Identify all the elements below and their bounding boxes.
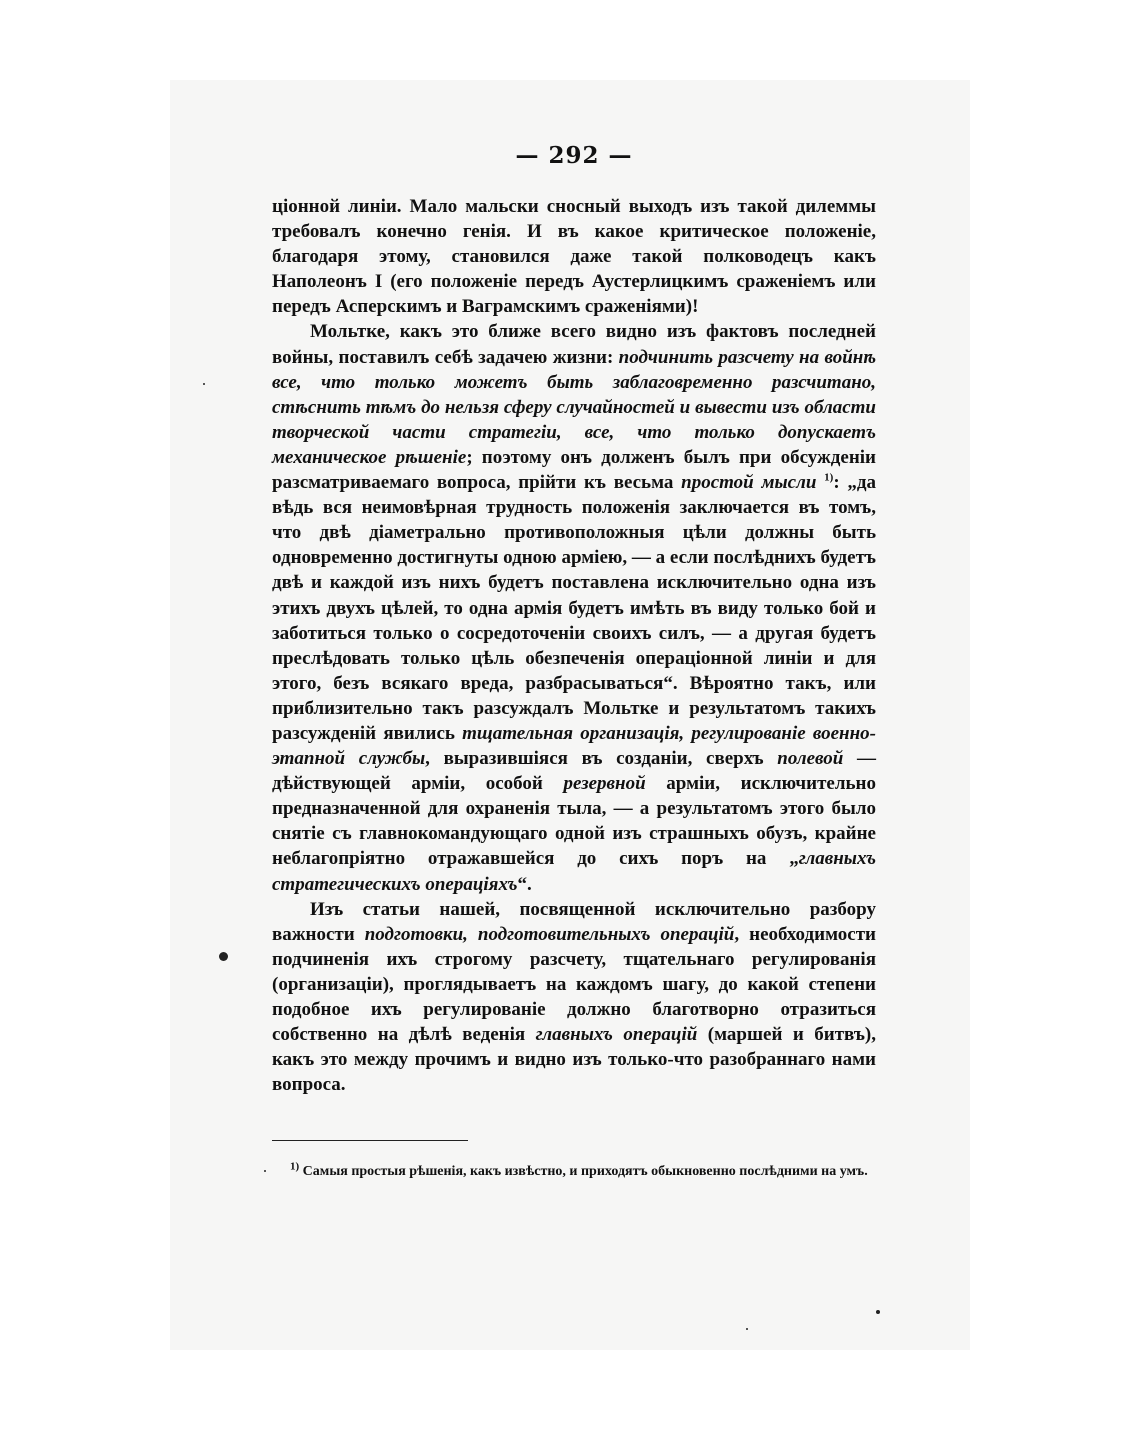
paragraph (272, 194, 876, 319)
footnote-text: Самыя простыя рѣшенія, какъ извѣстно, и приходятъ обыкновенно послѣдними на умъ. (299, 1164, 868, 1179)
emphasized-text: главныхъ стратегическихъ операціяхъ (272, 848, 876, 895)
text-run: ціонной линіи. Мало мальски сносный выходъ изъ такой дилеммы требовалъ конечно генія. И въ какое критическое положеніе, благодаря этому, становился даже такой полководецъ какъ Наполеонъ I (его положеніе передъ Аустерлицкимъ сраженіемъ или передъ Асперскимъ и Ваграмскимъ сраженіями)! (272, 196, 876, 318)
scan-speck (746, 1328, 748, 1330)
emphasized-text: резервной (563, 773, 646, 795)
text-run: (маршей и битвъ), какъ это между прочимъ и видно изъ только-что разобраннаго нами вопроса. (272, 1024, 876, 1096)
emphasized-text: простой мысли (681, 472, 817, 494)
footnote-reference: 1) (824, 471, 834, 484)
emphasized-text: подчинить разсчету на войнѣ все, что только можетъ быть заблаговременно разсчитано, стѣснить тѣмъ до нельзя сферу случайностей и вывести изъ области творческой части стратегіи, все, что только допускаетъ механическое рѣшеніе (272, 346, 876, 468)
emphasized-text: полевой (777, 748, 844, 770)
footnote-separator (272, 1140, 468, 1141)
paragraph (272, 319, 876, 896)
paragraph (272, 897, 876, 1098)
emphasized-text: тщательная организація, регулированіе военно-этапной службы (272, 722, 876, 770)
text-run: , выразившіяся въ созданіи, сверхъ (425, 748, 778, 770)
body-text (272, 194, 876, 1097)
text-run: Мольтке, какъ это ближе всего видно изъ фактовъ последней войны, поставилъ себѣ задачею жизни: (272, 321, 876, 368)
scan-speck (876, 1310, 880, 1314)
text-run: “. (517, 873, 532, 895)
page-number: — 292 — (515, 142, 633, 169)
text-run: , необходимости подчиненія ихъ строгому разсчету, тщательнаго регулированія (организаціи), проглядываетъ на каждомъ шагу, до какой степени подобное ихъ регулированіе должно благотворно отразиться собственно на дѣлѣ веденія (272, 923, 876, 1046)
text-run: — дѣйствующей арміи, особой (272, 748, 877, 795)
text-run (816, 472, 824, 493)
emphasized-text: главныхъ операцій (535, 1024, 698, 1046)
scan-speck (203, 383, 205, 385)
emphasized-text: подготовки, подготовительныхъ операцій (364, 923, 735, 945)
scan-speck (219, 952, 228, 961)
text-run: арміи, исключительно предназначенной для охраненія тыла, — а результатомъ этого было снятіе съ главнокомандующаго одной изъ страшныхъ обузъ, крайне неблагопріятно отражавшейся до сихъ поръ на „ (272, 773, 876, 870)
text-run: ; поэтому онъ долженъ былъ при обсужденіи разсматриваемаго вопроса, прійти къ весьма (272, 446, 876, 494)
footnote-marker: 1) (290, 1160, 300, 1173)
text-run: : „да вѣдь вся неимовѣрная трудность положенія заключается въ томъ, что двѣ діаметрально противоположныя цѣли должны быть одновременно достигнуты одною арміею, — а если послѣднихъ будетъ двѣ и каждой изъ нихъ будетъ поставлена исключительно одна изъ этихъ двухъ цѣлей, то одна армія будетъ имѣть въ виду только бой и заботиться только о сосредоточеніи своихъ силъ, — а другая будетъ преслѣдовать только цѣль обезпеченія операціонной линіи и для этого, безъ всякаго вреда, разбрасываться“. Вѣроятно такъ, или приблизительно такъ разсуждалъ Мольтке и результатомъ такихъ разсужденій явились (272, 472, 877, 744)
text-run: Изъ статьи нашей, посвященной исключительно разбору важности (272, 898, 876, 945)
scan-speck (264, 1170, 266, 1172)
footnote (272, 1162, 876, 1182)
